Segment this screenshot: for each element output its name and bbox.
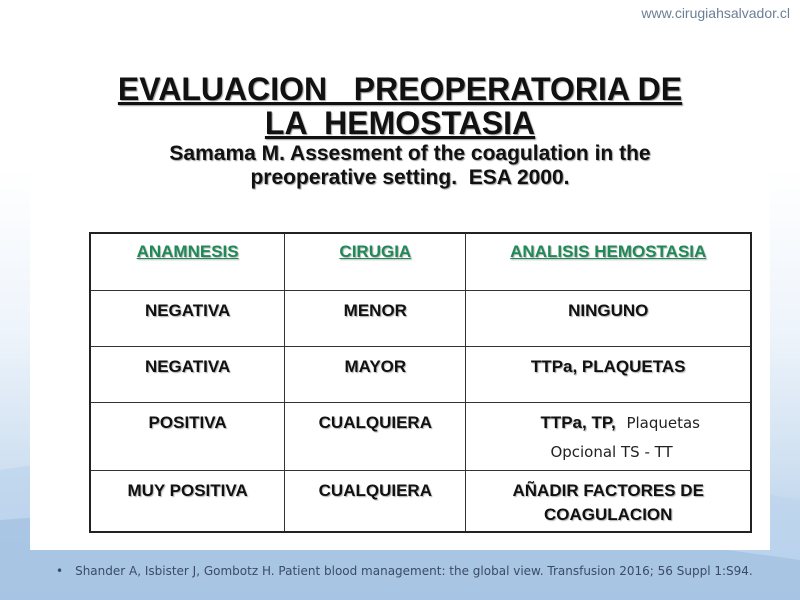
header-anamnesis (90, 233, 285, 290)
cell-analisis (466, 470, 751, 532)
bullet-icon: • (56, 564, 64, 578)
table-row (90, 290, 751, 346)
table-row (90, 402, 751, 470)
cell-anamnesis: MUY POSITIVA (90, 470, 285, 532)
cell-analisis-normal: Plaquetas (626, 413, 700, 432)
header-cirugia-label: CIRUGIA (339, 242, 412, 261)
header-analisis (466, 233, 751, 290)
reference-footnote (56, 564, 753, 578)
header-anamnesis-label: ANAMNESIS (136, 242, 239, 261)
cell-analisis: NINGUNO (466, 290, 751, 346)
cell-anamnesis: POSITIVA (90, 402, 285, 470)
cell-cirugia: CUALQUIERA (285, 402, 466, 470)
cell-cirugia: MAYOR (285, 346, 466, 402)
cell-anamnesis: NEGATIVA (90, 346, 285, 402)
slide-title-line2: LA HEMOSTASIA (264, 105, 536, 141)
table-row (90, 470, 751, 532)
hemostasis-table (89, 232, 752, 533)
cell-analisis-bold: TTPa, TP, (540, 412, 616, 432)
citation-subtitle-line2: preoperative setting. ESA 2000. (250, 166, 570, 189)
header-cirugia (285, 233, 466, 290)
reference-text: Shander A, Isbister J, Gombotz H. Patient blood management: the global view. Transfusion 2016; 56 Suppl 1:S94. (75, 564, 753, 578)
cell-analisis-line2: Opcional TS - TT (550, 442, 673, 461)
citation-subtitle-line1: Samama M. Assesment of the coagulation in the (169, 142, 651, 165)
header-analisis-label: ANALISIS HEMOSTASIA (510, 242, 707, 261)
slide-title-line1: EVALUACION PREOPERATORIA DE (117, 71, 683, 107)
table-header-row (90, 233, 751, 290)
cell-analisis: TTPa, PLAQUETAS (466, 346, 751, 402)
cell-analisis (466, 402, 751, 470)
cell-analisis-line1: AÑADIR FACTORES DE (512, 480, 704, 500)
cell-cirugia: MENOR (285, 290, 466, 346)
cell-analisis-line2: COAGULACION (543, 504, 673, 524)
cell-anamnesis: NEGATIVA (90, 290, 285, 346)
website-url: www.cirugiahsalvador.cl (641, 5, 790, 21)
cell-cirugia: CUALQUIERA (285, 470, 466, 532)
table-row (90, 346, 751, 402)
